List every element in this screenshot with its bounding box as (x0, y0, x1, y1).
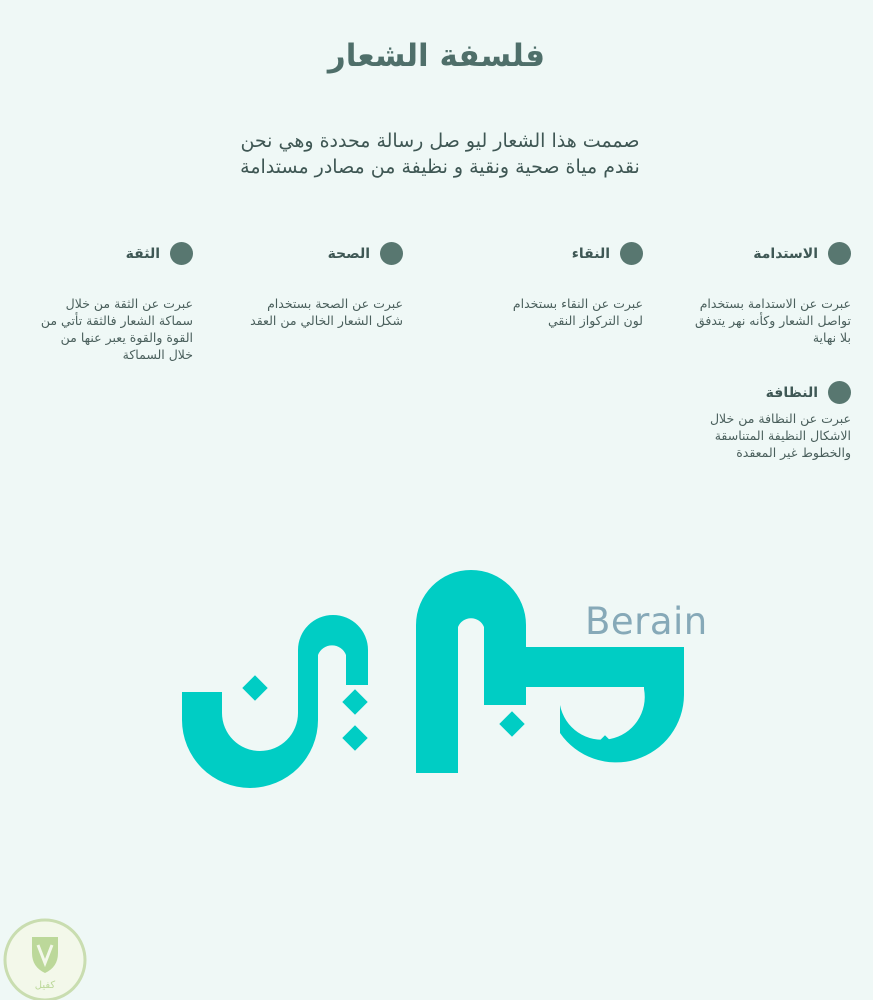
watermark-text: كفيل (34, 980, 56, 991)
pillar-title: النظافة (765, 384, 818, 401)
bullet-dot (380, 242, 403, 265)
pillar-cleanliness (681, 381, 851, 461)
bullet-dot (620, 242, 643, 265)
intro-text (215, 128, 665, 180)
page-title: فلسفة الشعار (327, 38, 546, 74)
pillar-purity (483, 242, 643, 329)
pillar-title: الثقة (125, 245, 160, 262)
bullet-dot (828, 242, 851, 265)
intro-line-1: صممت هذا الشعار ليو صل رسالة محددة وهي نحن (240, 130, 640, 152)
pillar-description: عبرت عن النظافة من خلال الاشكال النظيفة المتناسقة والخطوط غير المعقدة (709, 411, 851, 460)
pillar-description: عبرت عن الثقة من خلال سماكة الشعار فالثقة تأتي من القوة والقوة يعبر عنها من خلال السماكة (40, 296, 193, 362)
pillar-sustainability (681, 242, 851, 346)
pillar-trust (18, 242, 193, 363)
intro-line-2: نقدم مياة صحية ونقية و نظيفة من مصادر مستدامة (240, 156, 640, 178)
bullet-dot (828, 381, 851, 404)
pillar-description: عبرت عن الصحة بستخدام شكل الشعار الخالي من العقد (250, 296, 403, 328)
pillar-description: عبرت عن النقاء بستخدام لون التركواز النقي (512, 296, 643, 328)
pillar-description: عبرت عن الاستدامة بستخدام تواصل الشعار وكأنه نهر يتدفق بلا نهاية (694, 296, 851, 345)
pillar-title: الاستدامة (753, 245, 818, 262)
pillar-title: الصحة (327, 245, 370, 262)
pillar-title: النقاء (571, 245, 610, 262)
berain-logo-mark (170, 555, 710, 795)
logo-latin-name: Berain (585, 600, 708, 643)
bullet-dot (170, 242, 193, 265)
pillar-health (233, 242, 403, 329)
watermark-logo (0, 915, 90, 1000)
